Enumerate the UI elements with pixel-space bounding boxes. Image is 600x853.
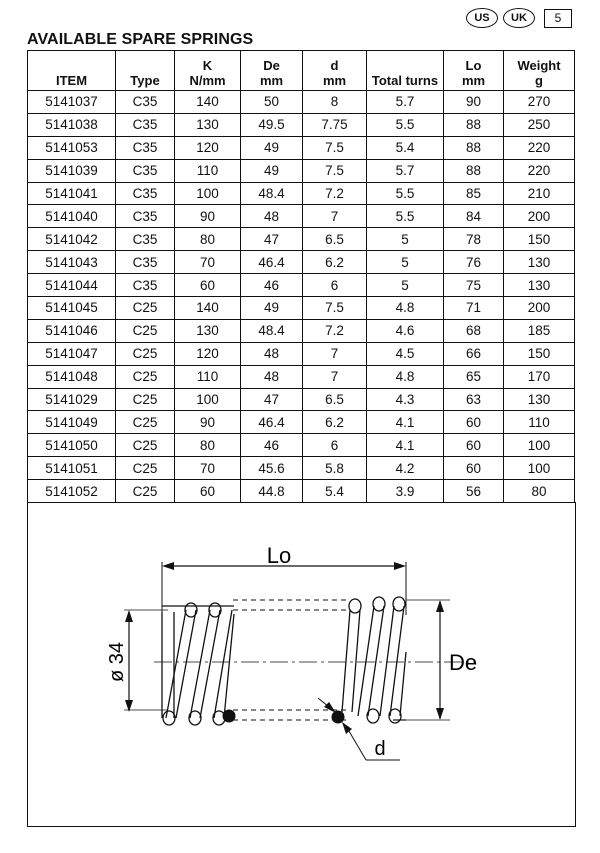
lo-arrow-right — [394, 562, 406, 570]
table-cell: 63 — [444, 388, 504, 411]
table-cell: 5 — [367, 251, 444, 274]
table-row — [28, 182, 575, 205]
table-cell: 100 — [175, 182, 241, 205]
table-row — [28, 113, 575, 136]
table-cell: 47 — [241, 228, 303, 251]
page-title: AVAILABLE SPARE SPRINGS — [27, 31, 254, 48]
table-cell: 45.6 — [241, 457, 303, 480]
lo-arrow-left — [162, 562, 174, 570]
table-cell: 7 — [303, 342, 367, 365]
table-cell: 250 — [504, 113, 575, 136]
table-cell: 130 — [504, 274, 575, 297]
table-cell: 4.3 — [367, 388, 444, 411]
column-header-line1: K — [202, 58, 213, 73]
table-cell: 7.5 — [303, 136, 367, 159]
table-cell: 5 — [367, 228, 444, 251]
table-cell: 5141044 — [28, 274, 116, 297]
de-arrow-top — [436, 600, 444, 612]
de-label: De — [448, 650, 478, 675]
table-cell: 220 — [504, 136, 575, 159]
table-row — [28, 319, 575, 342]
table-row — [28, 434, 575, 457]
spring-diagram — [28, 502, 575, 826]
table-cell: C35 — [116, 274, 175, 297]
table-cell: 150 — [504, 342, 575, 365]
d-arrow-bottom — [342, 722, 352, 734]
table-row — [28, 457, 575, 480]
table-row — [28, 205, 575, 228]
table-cell: 71 — [444, 297, 504, 320]
table-cell: 5141049 — [28, 411, 116, 434]
table-cell: 60 — [175, 274, 241, 297]
table-cell: 88 — [444, 159, 504, 182]
column-header-line1 — [116, 58, 174, 73]
table-cell: 7.5 — [303, 297, 367, 320]
table-cell: 7 — [303, 205, 367, 228]
table-cell: C25 — [116, 365, 175, 388]
table-cell: 130 — [504, 388, 575, 411]
table-cell: 48.4 — [241, 182, 303, 205]
column-header-line2: N/mm — [189, 73, 226, 88]
table-cell: 140 — [175, 91, 241, 114]
table-cell: 130 — [504, 251, 575, 274]
table-cell: 6.2 — [303, 411, 367, 434]
table-cell: 200 — [504, 297, 575, 320]
table-cell: 48 — [241, 365, 303, 388]
d-label: d — [374, 738, 386, 760]
table-cell: C25 — [116, 342, 175, 365]
table-cell: 7 — [303, 365, 367, 388]
table-cell: 5.5 — [367, 182, 444, 205]
inner-diameter-label: ø 34 — [106, 641, 128, 683]
lo-label: Lo — [266, 543, 292, 568]
inner-arrow-top — [125, 610, 133, 622]
table-body — [28, 91, 575, 503]
uk-badge: UK — [503, 8, 535, 28]
table-row — [28, 388, 575, 411]
table-cell: 5.5 — [367, 205, 444, 228]
column-header — [241, 51, 303, 91]
table-cell: 120 — [175, 342, 241, 365]
column-header-line2: mm — [322, 73, 347, 88]
table-cell: 5141042 — [28, 228, 116, 251]
column-header — [303, 51, 367, 91]
table-cell: 50 — [241, 91, 303, 114]
table-cell: 6.5 — [303, 388, 367, 411]
column-header-line1: d — [330, 58, 339, 73]
wire-section-left — [223, 710, 236, 723]
table-cell: 60 — [444, 411, 504, 434]
d-arrow-top — [324, 702, 336, 713]
table-cell: 4.8 — [367, 365, 444, 388]
table-cell: 90 — [175, 205, 241, 228]
table-cell: 46 — [241, 434, 303, 457]
table-cell: 200 — [504, 205, 575, 228]
table-cell: C25 — [116, 411, 175, 434]
table-cell: 5.4 — [367, 136, 444, 159]
table-cell: C35 — [116, 159, 175, 182]
table-cell: 48 — [241, 205, 303, 228]
column-header-line1 — [367, 58, 443, 73]
column-header — [116, 51, 175, 91]
column-header-line1: Weight — [517, 58, 561, 73]
column-header-line1: De — [263, 58, 280, 73]
column-header-line2: mm — [259, 73, 284, 88]
table-cell: 49 — [241, 136, 303, 159]
table-cell: 5 — [367, 274, 444, 297]
table-cell: 100 — [504, 434, 575, 457]
column-header — [28, 51, 116, 91]
table-cell: 120 — [175, 136, 241, 159]
table-cell: C35 — [116, 205, 175, 228]
table-cell: 7.2 — [303, 182, 367, 205]
table-cell: 5141038 — [28, 113, 116, 136]
column-header — [444, 51, 504, 91]
table-cell: 3.9 — [367, 480, 444, 503]
table-cell: 75 — [444, 274, 504, 297]
table-cell: C25 — [116, 480, 175, 503]
table-cell: C35 — [116, 113, 175, 136]
table-cell: 5141041 — [28, 182, 116, 205]
table-cell: C25 — [116, 297, 175, 320]
column-header-line2: Type — [130, 73, 160, 88]
table-cell: 185 — [504, 319, 575, 342]
table-cell: 6.2 — [303, 251, 367, 274]
table-cell: 84 — [444, 205, 504, 228]
table-cell: 5141048 — [28, 365, 116, 388]
column-header — [504, 51, 575, 91]
spring-diagram-panel — [27, 502, 576, 827]
page-number: 5 — [544, 9, 572, 28]
table-cell: 5141052 — [28, 480, 116, 503]
table-cell: 4.8 — [367, 297, 444, 320]
de-arrow-bottom — [436, 708, 444, 720]
table-cell: 6.5 — [303, 228, 367, 251]
table-cell: 130 — [175, 319, 241, 342]
column-header — [367, 51, 444, 91]
table-cell: 5.4 — [303, 480, 367, 503]
column-header-line1: Lo — [465, 58, 482, 73]
left-coils — [162, 603, 234, 725]
table-cell: 5141039 — [28, 159, 116, 182]
table-cell: 170 — [504, 365, 575, 388]
table-cell: 4.1 — [367, 434, 444, 457]
table-cell: 7.2 — [303, 319, 367, 342]
table-cell: 4.5 — [367, 342, 444, 365]
table-cell: 270 — [504, 91, 575, 114]
table-cell: 66 — [444, 342, 504, 365]
table-cell: C35 — [116, 228, 175, 251]
table-cell: 5141053 — [28, 136, 116, 159]
table-cell: 5141051 — [28, 457, 116, 480]
table-row — [28, 365, 575, 388]
table-cell: C35 — [116, 136, 175, 159]
table-cell: 5141040 — [28, 205, 116, 228]
table-cell: C25 — [116, 319, 175, 342]
table-cell: 49.5 — [241, 113, 303, 136]
table-cell: 220 — [504, 159, 575, 182]
us-badge: US — [466, 8, 498, 28]
table-cell: 78 — [444, 228, 504, 251]
column-header-line1 — [28, 58, 115, 73]
table-row — [28, 411, 575, 434]
right-coils — [342, 597, 406, 723]
table-cell: 7.75 — [303, 113, 367, 136]
table-cell: 5.5 — [367, 113, 444, 136]
table-cell: 49 — [241, 159, 303, 182]
table-cell: 140 — [175, 297, 241, 320]
table-cell: 47 — [241, 388, 303, 411]
table-cell: 5141045 — [28, 297, 116, 320]
table-cell: 5.8 — [303, 457, 367, 480]
table-row — [28, 274, 575, 297]
table-cell: 46.4 — [241, 251, 303, 274]
table-cell: C35 — [116, 182, 175, 205]
table-cell: 88 — [444, 113, 504, 136]
table-cell: 56 — [444, 480, 504, 503]
table-cell: 8 — [303, 91, 367, 114]
table-cell: 4.2 — [367, 457, 444, 480]
table-cell: 60 — [444, 457, 504, 480]
table-cell: 100 — [504, 457, 575, 480]
table-cell: C25 — [116, 388, 175, 411]
table-cell: 80 — [175, 434, 241, 457]
table-cell: 70 — [175, 251, 241, 274]
table-cell: 46 — [241, 274, 303, 297]
table-cell: C25 — [116, 434, 175, 457]
table-cell: C35 — [116, 91, 175, 114]
table-cell: 46.4 — [241, 411, 303, 434]
table-cell: 6 — [303, 434, 367, 457]
table-row — [28, 159, 575, 182]
table-row — [28, 342, 575, 365]
table-cell: 48.4 — [241, 319, 303, 342]
table-row — [28, 251, 575, 274]
table-cell: 7.5 — [303, 159, 367, 182]
table-cell: 85 — [444, 182, 504, 205]
table-cell: 5141046 — [28, 319, 116, 342]
table-row — [28, 91, 575, 114]
table-cell: 44.8 — [241, 480, 303, 503]
table-cell: 4.6 — [367, 319, 444, 342]
table-header-row — [28, 51, 575, 91]
table-cell: 70 — [175, 457, 241, 480]
table-cell: 5141047 — [28, 342, 116, 365]
table-cell: 60 — [444, 434, 504, 457]
wire-section-right — [332, 711, 345, 724]
column-header — [175, 51, 241, 91]
table-cell: 68 — [444, 319, 504, 342]
table-cell: 5.7 — [367, 91, 444, 114]
table-cell: 60 — [175, 480, 241, 503]
table-row — [28, 136, 575, 159]
column-header-line2: g — [535, 73, 543, 88]
table-cell: 80 — [504, 480, 575, 503]
table-row — [28, 228, 575, 251]
table-cell: 76 — [444, 251, 504, 274]
table-cell: 49 — [241, 297, 303, 320]
table-row — [28, 480, 575, 503]
table-cell: 4.1 — [367, 411, 444, 434]
table-cell: 110 — [504, 411, 575, 434]
table-cell: C35 — [116, 251, 175, 274]
table-cell: 5141050 — [28, 434, 116, 457]
table-cell: 110 — [175, 365, 241, 388]
table-cell: 80 — [175, 228, 241, 251]
table-cell: 90 — [175, 411, 241, 434]
table-cell: C25 — [116, 457, 175, 480]
table-cell: 5141037 — [28, 91, 116, 114]
column-header-line2: mm — [461, 73, 486, 88]
table-cell: 5141029 — [28, 388, 116, 411]
table-cell: 110 — [175, 159, 241, 182]
table-cell: 6 — [303, 274, 367, 297]
table-cell: 150 — [504, 228, 575, 251]
table-cell: 5141043 — [28, 251, 116, 274]
table-cell: 130 — [175, 113, 241, 136]
table-cell: 5.7 — [367, 159, 444, 182]
column-header-line2: Total turns — [371, 73, 439, 88]
table-row — [28, 297, 575, 320]
table-cell: 48 — [241, 342, 303, 365]
table-cell: 210 — [504, 182, 575, 205]
table-cell: 100 — [175, 388, 241, 411]
table-cell: 88 — [444, 136, 504, 159]
table-cell: 90 — [444, 91, 504, 114]
column-header-line2: ITEM — [55, 73, 88, 88]
table-cell: 65 — [444, 365, 504, 388]
springs-table — [27, 50, 575, 503]
